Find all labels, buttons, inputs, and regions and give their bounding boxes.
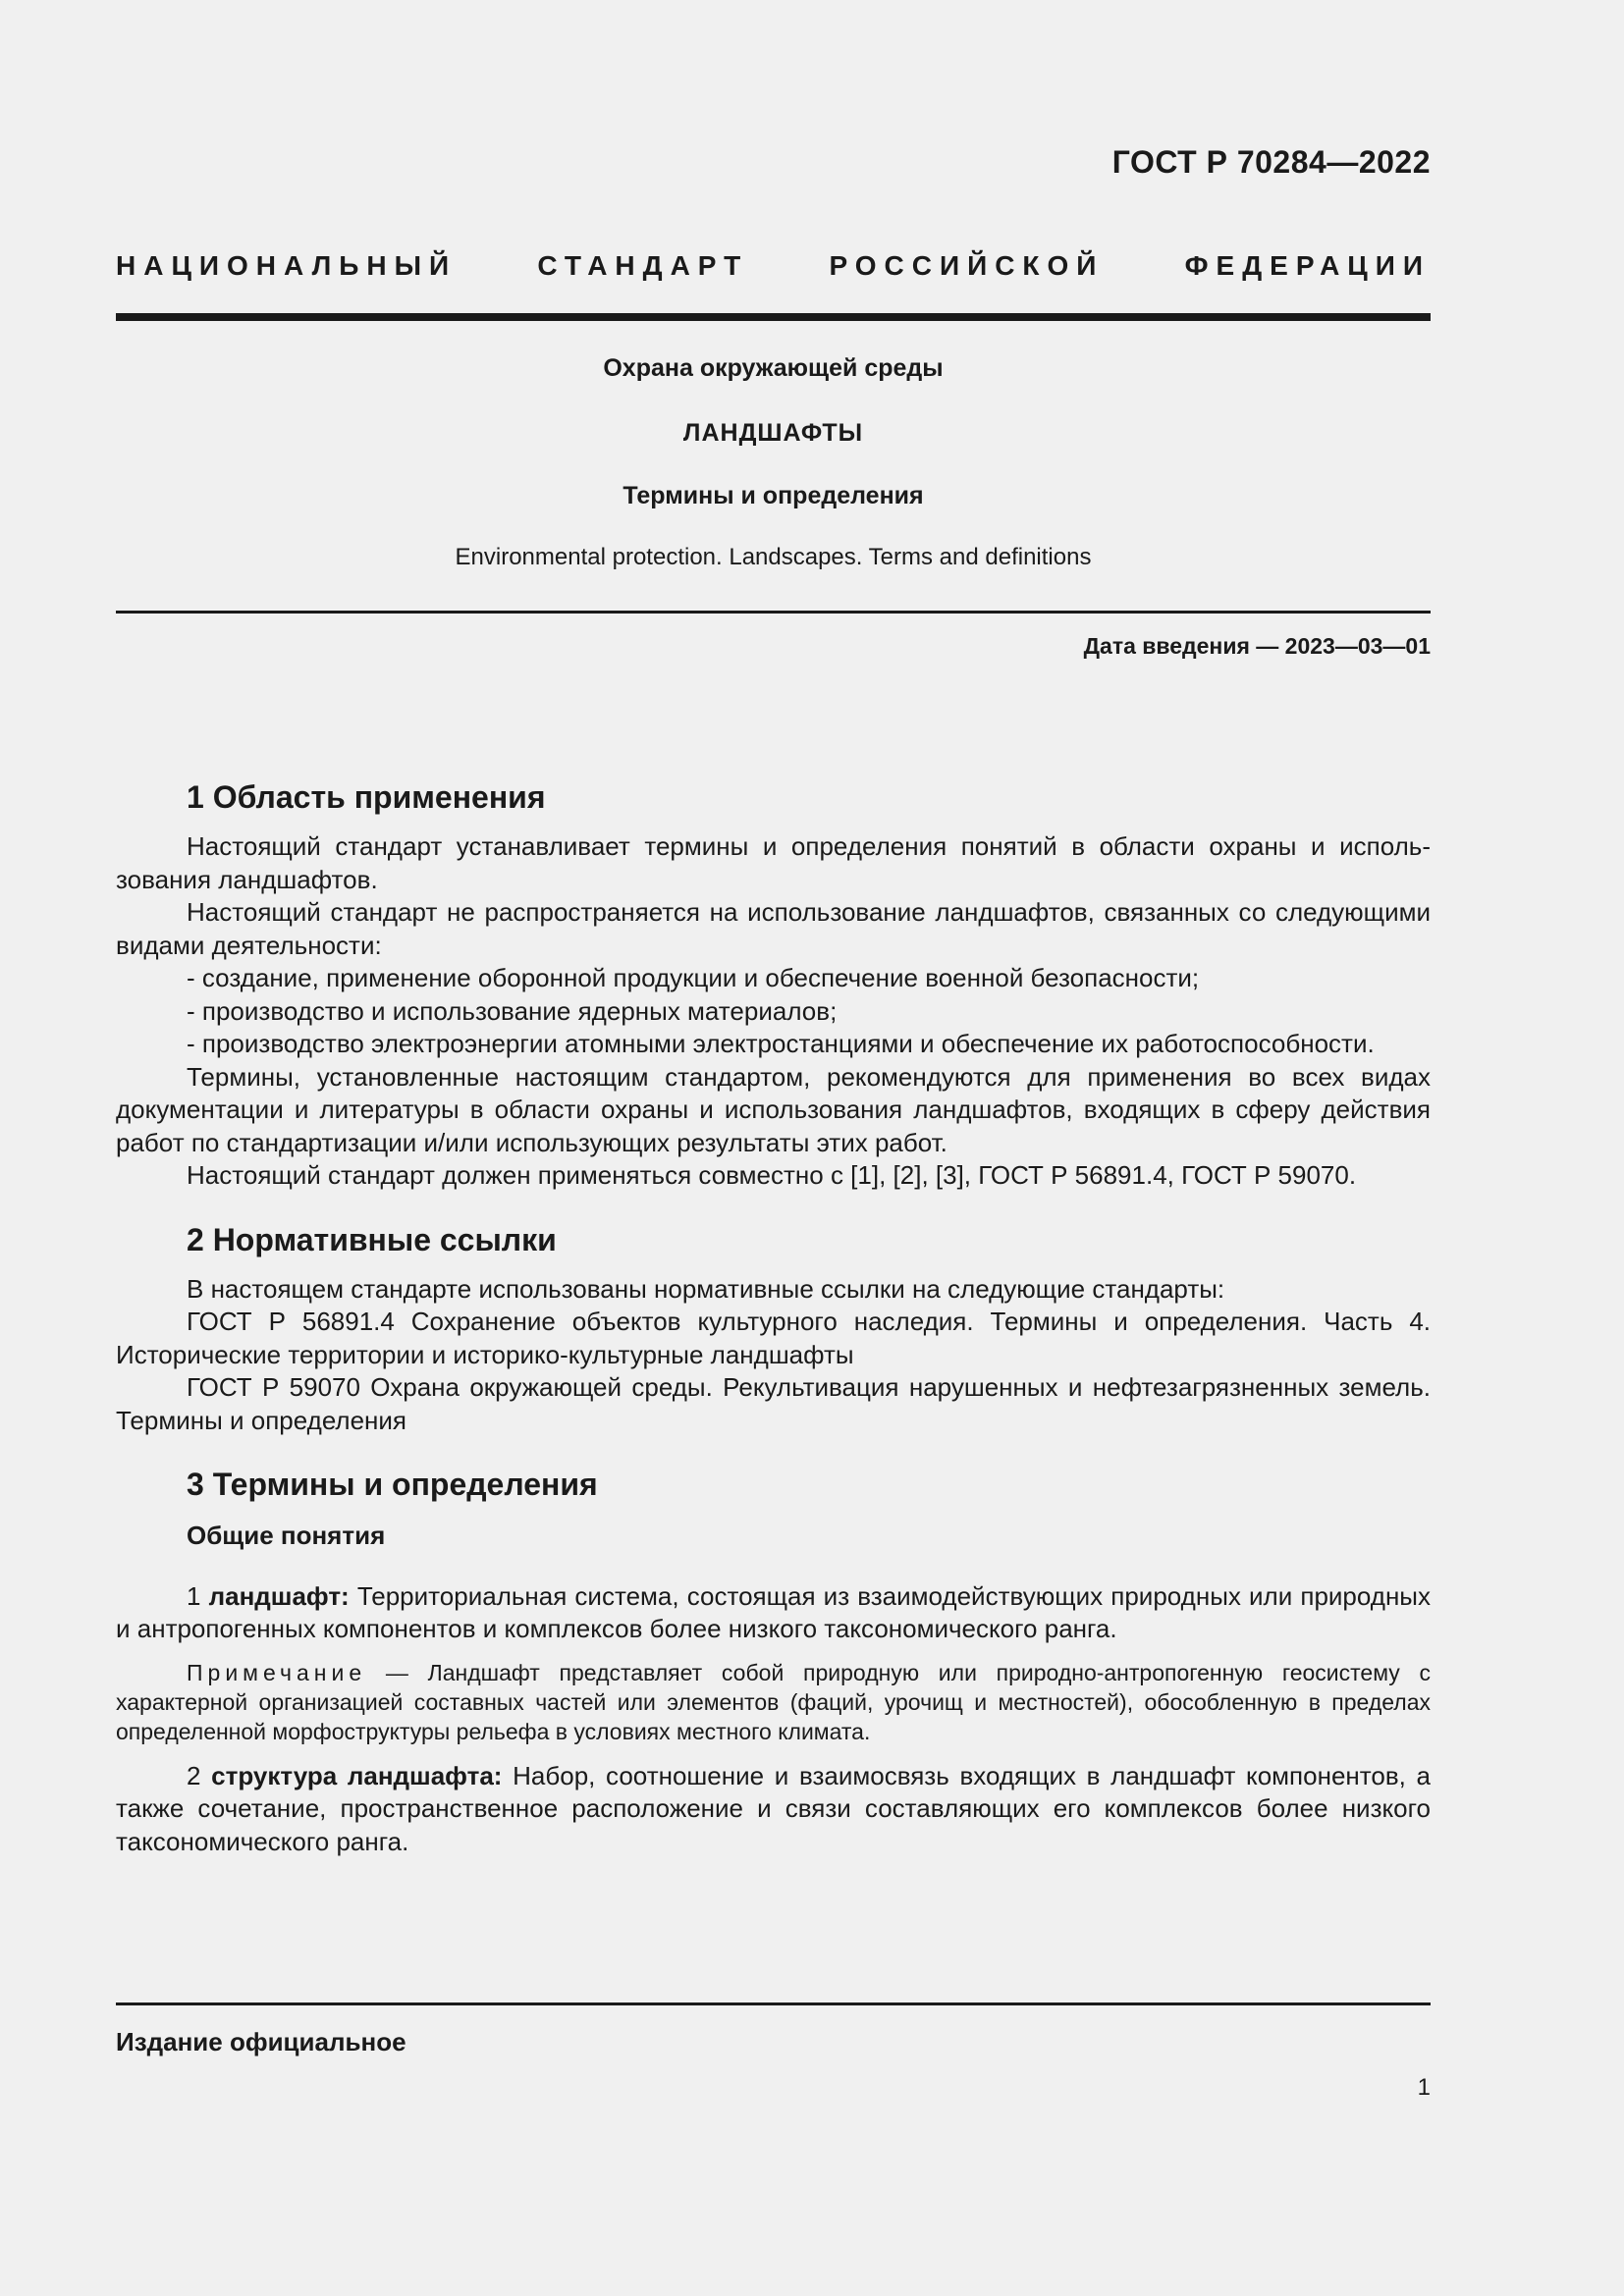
title-main: ЛАНДШАФТЫ [682, 419, 864, 447]
section-2-paragraph-1: В настоящем стандарте использованы нормативные ссылки на следующие стандарты: [187, 1273, 1225, 1304]
footer-rule [116, 2002, 1431, 2005]
list-item: - создание, применение оборонной продукции и обеспечение военной безопасности; [187, 963, 1200, 992]
header-thick-rule [116, 313, 1431, 321]
term-2 [116, 1760, 1431, 1859]
normative-reference-1: ГОСТ Р 56891.4 Сохранение объектов культурного наследия. Термины и определения. Часть 4. Исторические территории и историко-культурные ландшафты [116, 1307, 1431, 1369]
note-label: Примечание [187, 1659, 367, 1685]
section-1-paragraph-4: Настоящий стандарт должен применяться совместно с [1], [2], [3], ГОСТ Р 56891.4, ГОСТ Р 59070. [187, 1160, 1357, 1190]
title-subject: Охрана окружающей среды [603, 354, 944, 382]
section-1-paragraph-3: Термины, установленные настоящим стандартом, рекомендуются для применения во всех видах документации и литературы в области охраны и использования ландшафтов, входящих в сферу действия работ по стандартизации и/или использующих результаты этих работ. [116, 1061, 1431, 1157]
national-standard-title: НАЦИОНАЛЬНЫЙ СТАНДАРТ РОССИЙСКОЙ ФЕДЕРАЦИИ [116, 250, 1431, 281]
section-1-paragraph-2: Настоящий стандарт не распространяется на использование ландшафтов, связанных со следующими видами деятельности: [116, 897, 1431, 960]
term-1-note [116, 1658, 1431, 1746]
title-english: Environmental protection. Landscapes. Terms and definitions [455, 544, 1092, 570]
term-1-name: ландшафт: [208, 1580, 350, 1611]
list-item: - производство и использование ядерных материалов; [187, 995, 838, 1026]
official-edition-label: Издание официальное [116, 2027, 406, 2056]
section-3-heading: 3 Термины и определения [187, 1467, 598, 1502]
document-body [116, 775, 1431, 1858]
section-2-heading: 2 Нормативные ссылки [187, 1221, 557, 1257]
list-item: - производство электроэнергии атомными электростанциями и обеспечение их работоспособности. [187, 1029, 1375, 1058]
normative-reference-2: ГОСТ Р 59070 Охрана окружающей среды. Рекультивация нарушенных и нефтезагрязненных земель. Термины и определения [116, 1372, 1431, 1435]
date-of-introduction: Дата введения — 2023—03—01 [1083, 633, 1431, 659]
term-2-definition: Набор, соотношение и взаимосвязь входящих в ландшафт компонентов, а также сочетание, пространственное расположение и связи составляющих его комплексов более низкого таксономического ранга. [116, 1760, 1432, 1856]
note-text: — Ландшафт представляет собой природную или природно-антропогенную геосистему с характерной организацией составных частей или элементов (фаций, урочищ и местностей), обособленную в пределах определенной морфоструктуры рельефа в условиях местного климата. [116, 1659, 1431, 1744]
section-3-subheading: Общие понятия [187, 1521, 386, 1550]
page-number: 1 [1417, 2074, 1431, 2101]
term-1-definition: Территориальная система, состоящая из взаимодействующих природных или природных и антропогенных компонентов и комплексов более низкого таксономического ранга. [116, 1580, 1431, 1643]
gost-number: ГОСТ Р 70284—2022 [1111, 144, 1431, 180]
title-rule [116, 611, 1431, 614]
title-subtitle: Термины и определения [623, 482, 924, 509]
document-page [116, 0, 1431, 2296]
term-2-name: структура ландшафта: [211, 1760, 503, 1790]
section-1-paragraph-1: Настоящий стандарт устанавливает термины и определения понятий в области охраны и использования ландшафтов. [116, 831, 1431, 894]
term-1-number: 1 [187, 1580, 209, 1611]
section-1-heading: 1 Область применения [187, 779, 546, 815]
term-1 [116, 1580, 1431, 1646]
term-2-number: 2 [187, 1760, 212, 1790]
